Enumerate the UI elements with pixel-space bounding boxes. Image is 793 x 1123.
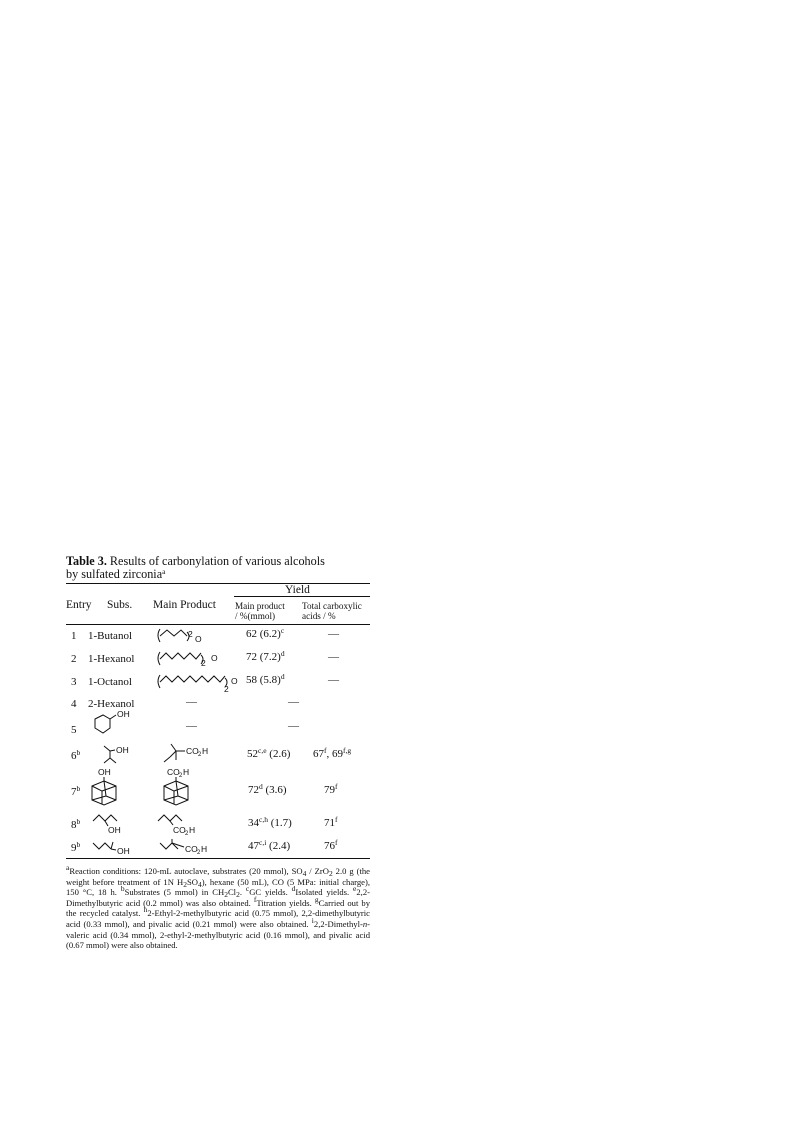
row3-total: —	[328, 674, 339, 686]
row3-subs: 1-Octanol	[88, 676, 132, 688]
svg-text:H: H	[201, 844, 208, 854]
table-label: Table 3.	[66, 554, 107, 568]
col-header-main-product: Main Product	[153, 599, 216, 611]
table-title-line2: by sulfated zirconia	[66, 567, 163, 581]
row8-entry: 8$^b$	[71, 817, 81, 831]
row5-main-yield: —	[288, 720, 299, 732]
row6-main-yield: 52$^{c,e}$ (2.6)	[247, 746, 291, 760]
svg-text:CO: CO	[186, 746, 199, 756]
svg-text:O: O	[195, 634, 202, 644]
svg-text:H: H	[189, 825, 196, 835]
octanolide-structure	[156, 672, 246, 694]
col-header-yield: Yield	[285, 584, 310, 596]
rule-header	[66, 624, 370, 625]
svg-text:CO: CO	[167, 767, 180, 777]
row3-entry: 3	[71, 676, 77, 688]
row5-main-product: —	[186, 720, 197, 732]
row7-entry: 7$^b$	[71, 784, 81, 798]
svg-text:OH: OH	[108, 825, 121, 835]
row2-entry: 2	[71, 653, 77, 665]
svg-text:2: 2	[185, 831, 189, 837]
svg-text:CO: CO	[185, 844, 198, 854]
col-header-main-yield-l1: Main product	[235, 601, 285, 611]
svg-text:OH: OH	[117, 709, 130, 719]
svg-text:2: 2	[198, 752, 202, 758]
row7-total: 79$^f$	[324, 782, 338, 796]
col-header-total-l2: acids / %	[302, 611, 336, 621]
svg-text:OH: OH	[117, 846, 130, 856]
col-header-subs: Subs.	[107, 599, 133, 611]
dimethylvaleric-acid-structure	[158, 835, 238, 861]
table-title-line1: Results of carbonylation of various alcohols	[109, 554, 325, 568]
row4-main-yield: —	[288, 696, 299, 708]
row9-total: 76$^f$	[324, 838, 338, 852]
col-header-entry: Entry	[66, 599, 92, 611]
row4-main-product: —	[186, 696, 197, 708]
row3-main-yield: 58 $(5.8)^d$	[246, 672, 285, 686]
adamantanol-structure	[86, 766, 136, 811]
svg-text:OH: OH	[98, 767, 111, 777]
row5-entry: 5	[71, 724, 77, 736]
row8-total: 71$^f$	[324, 815, 338, 829]
row2-total: —	[328, 651, 339, 663]
svg-text:2: 2	[179, 773, 183, 779]
row1-main-yield: 62 $(6.2)^c$	[246, 626, 285, 640]
row4-entry: 4	[71, 698, 77, 710]
adamantanecarboxylic-acid-structure	[156, 766, 206, 811]
svg-text:2: 2	[224, 684, 229, 694]
svg-text:CO: CO	[173, 825, 186, 835]
hexanolide-structure	[156, 649, 236, 669]
svg-text:OH: OH	[116, 745, 129, 755]
butyrolactone-structure	[156, 626, 216, 646]
row7-main-yield: 72$^d$ (3.6)	[248, 782, 287, 796]
row8-main-yield: 34$^{c,h}$ (1.7)	[248, 815, 292, 829]
row1-total: —	[328, 628, 339, 640]
row6-entry: 6$^b$	[71, 748, 81, 762]
row9-main-yield: 47$^{c,i}$ (2.4)	[248, 838, 291, 852]
row1-entry: 1	[71, 630, 77, 642]
svg-text:H: H	[202, 746, 209, 756]
col-header-total-l1: Total carboxylic	[302, 601, 362, 611]
table-footnotes: $^a$Reaction conditions: 120-mL autoclave, substrates (20 mmol), $SO_4 / ZrO_2$ 2.0 g (the weight before treatment of 1N $H_2SO_4$), hexane (50 mL), CO (5 MPa: initial charge), 150 °C, 18 h. $^b$Substrates (5 mmol) in $CH_2Cl_2$. $^c$GC yields. $^d$Isolated yields. $^e$2,2-Dimethylbutyric acid (0.2 mmol) was also obtained. $^f$Titration yields. $^g$Carried out by the recycled catalyst. $^h$2-Ethyl-2-methylbutyric acid (0.75 mmol), 2,2-dimethylbutyric acid (0.33 mmol), and pivalic acid (0.21 mmol) were also obtained. $^i$2,2-Dimethyl-n-valeric acid (0.34 mmol), 2-ethyl-2-methylbutyric acid (0.16 mmol), and pivalic acid (0.67 mmol) were also obtained.	[66, 863, 370, 951]
row2-subs: 1-Hexanol	[88, 653, 135, 665]
table-title-sup: a	[162, 567, 166, 576]
row6-total: 67$^f$, 69$^{f,g}$	[313, 746, 352, 760]
svg-text:2: 2	[188, 629, 193, 639]
svg-text:O: O	[211, 653, 218, 663]
row2-main-yield: 72 $(7.2)^d$	[246, 649, 285, 663]
svg-text:2: 2	[197, 850, 201, 856]
table-caption	[66, 555, 376, 581]
rule-top	[66, 583, 370, 584]
row1-subs: 1-Butanol	[88, 630, 132, 642]
svg-text:O: O	[231, 676, 238, 686]
2-methyl-2-pentanol-structure	[91, 835, 141, 861]
row4-subs: 2-Hexanol	[88, 698, 135, 710]
cyclohexanol-structure	[86, 711, 136, 741]
col-header-main-yield-l2: / %(mmol)	[235, 611, 276, 621]
row9-entry: 9$^b$	[71, 840, 81, 854]
rule-yield	[234, 596, 370, 597]
svg-text:H: H	[183, 767, 190, 777]
svg-text:2: 2	[201, 658, 206, 668]
